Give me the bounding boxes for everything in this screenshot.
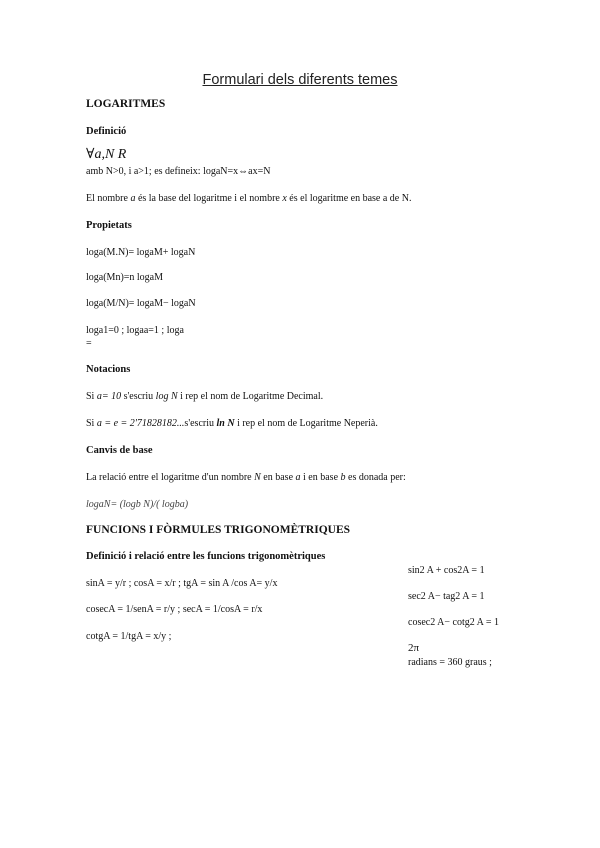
- change-of-base-text: La relació entre el logaritme d'un nombre N en base a i en base b es donada per:: [86, 472, 406, 483]
- definition-symbol-line: ∀a,N R: [86, 147, 127, 162]
- trig-formula-left: cotgA = 1/tgA = x/y ;: [86, 631, 172, 642]
- property-item: loga(M.N)= logaM+ logaN: [86, 247, 196, 258]
- definition-text: amb N>0, i a>1; es defineix: logaN=x⇔ax=N: [86, 166, 271, 177]
- trig-formula-left: sinA = y/r ; cosA = x/r ; tgA = sin A /cos A= y/x: [86, 578, 278, 589]
- trig-identity-right: sin2 A + cos2A = 1: [408, 565, 485, 576]
- property-trailing-equals: =: [86, 338, 92, 349]
- property-item: loga(M/N)= logaM− logaN: [86, 298, 196, 309]
- property-item: loga(Mn)=n logaM: [86, 272, 164, 283]
- page-title: Formulari dels diferents temes: [202, 72, 398, 88]
- trig-identity-right: cosec2 A− cotg2 A = 1: [408, 617, 499, 628]
- trig-two-pi: 2π: [408, 642, 420, 654]
- notation-neperian: Si a = e = 2'71828182...s'escriu ln N i rep el nom de Logaritme Neperià.: [86, 418, 378, 429]
- subheading-propietats: Propietats: [86, 220, 132, 231]
- subheading-trig-definicio: Definició i relació entre les funcions trigonomètriques: [86, 551, 326, 562]
- section-heading-trigonometria: FUNCIONS I FÒRMULES TRIGONOMÈTRIQUES: [86, 524, 351, 536]
- property-item: loga1=0 ; logaa=1 ; loga: [86, 325, 184, 336]
- definition-explanation: El nombre a és la base del logaritme i el nombre x és el logaritme en base a de N.: [86, 193, 412, 204]
- section-heading-logaritmes: LOGARITMES: [86, 98, 166, 110]
- trig-identity-right: sec2 A− tag2 A = 1: [408, 591, 485, 602]
- change-of-base-formula: logaN= (logb N)/( logba): [86, 499, 189, 510]
- trig-formula-left: cosecA = 1/senA = r/y ; secA = 1/cosA = r/x: [86, 604, 263, 615]
- subheading-canvis-de-base: Canvis de base: [86, 445, 153, 456]
- trig-radians-degrees: radians = 360 graus ;: [408, 657, 492, 668]
- subheading-notacions: Notacions: [86, 364, 131, 375]
- notation-decimal: Si a= 10 s'escriu log N i rep el nom de Logaritme Decimal.: [86, 391, 324, 402]
- subheading-definicio: Definició: [86, 126, 127, 137]
